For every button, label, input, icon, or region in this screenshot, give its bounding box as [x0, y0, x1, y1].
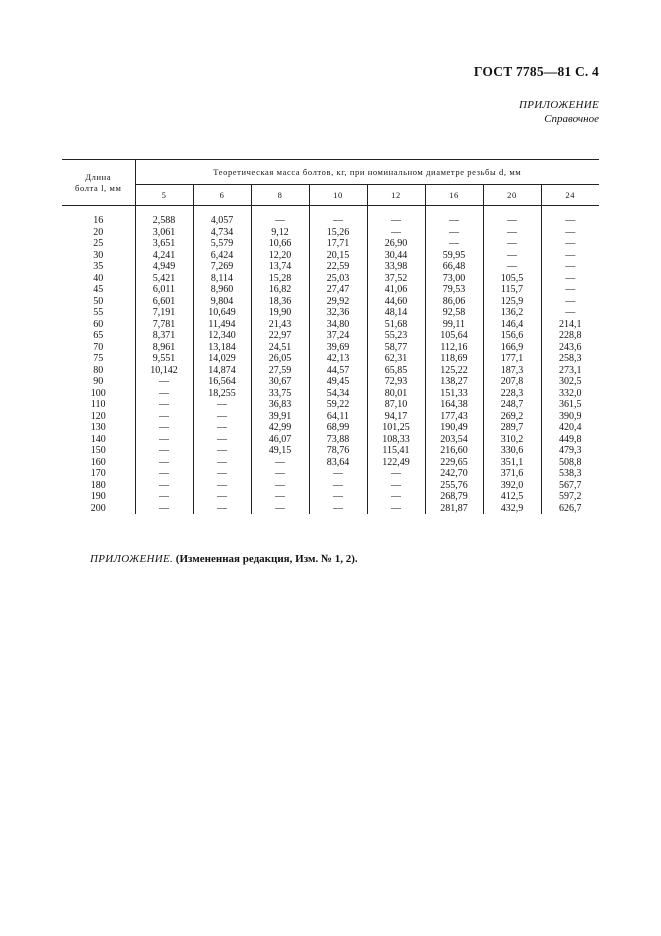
table-row [62, 227, 599, 239]
mass-cell: 122,49 [367, 457, 425, 469]
mass-cell: — [193, 445, 251, 457]
mass-cell: 32,36 [309, 307, 367, 319]
length-cell: 110 [90, 399, 106, 410]
mass-cell: 229,65 [425, 457, 483, 469]
mass-cell: 7,269 [193, 261, 251, 273]
mass-cell: 48,14 [367, 307, 425, 319]
table-row [62, 261, 599, 273]
mass-cell: 78,76 [309, 445, 367, 457]
mass-cell: 34,80 [309, 319, 367, 331]
table-row [62, 296, 599, 308]
table-row [62, 273, 599, 285]
mass-cell: — [135, 388, 193, 400]
mass-cell: 2,588 [135, 215, 193, 227]
mass-cell: — [251, 491, 309, 503]
mass-cell: — [309, 503, 367, 515]
mass-cell: — [367, 215, 425, 227]
mass-cell: 5,421 [135, 273, 193, 285]
diameter-header: 8 [251, 185, 309, 206]
table-row [62, 388, 599, 400]
mass-cell: — [425, 215, 483, 227]
mass-cell: — [541, 261, 599, 273]
mass-cell: 8,114 [193, 273, 251, 285]
mass-cell: 80,01 [367, 388, 425, 400]
mass-cell: 115,7 [483, 284, 541, 296]
mass-cell: 3,061 [135, 227, 193, 239]
mass-cell: 420,4 [541, 422, 599, 434]
table-row [62, 422, 599, 434]
table-row [62, 215, 599, 227]
mass-cell: 310,2 [483, 434, 541, 446]
length-cell: 60 [93, 318, 104, 330]
mass-cell: 16,82 [251, 284, 309, 296]
mass-cell: — [541, 215, 599, 227]
mass-cell: 164,38 [425, 399, 483, 411]
mass-cell: 242,70 [425, 468, 483, 480]
mass-cell: 22,59 [309, 261, 367, 273]
appendix-title: ПРИЛОЖЕНИЕ [519, 99, 599, 111]
mass-cell: — [541, 273, 599, 285]
mass-cell: 8,960 [193, 284, 251, 296]
length-cell: 25 [93, 238, 104, 249]
table-row [62, 399, 599, 411]
mass-cell: 26,90 [367, 238, 425, 250]
mass-cell: 79,53 [425, 284, 483, 296]
length-cell: 55 [93, 307, 104, 318]
mass-cell: 273,1 [541, 365, 599, 377]
mass-cell: — [483, 250, 541, 262]
table-spacer-row [62, 206, 599, 216]
mass-cell: 14,029 [193, 353, 251, 365]
mass-cell: — [193, 411, 251, 423]
mass-cell: — [193, 491, 251, 503]
mass-cell: 39,69 [309, 342, 367, 354]
mass-cell: 4,949 [135, 261, 193, 273]
mass-cell: — [193, 480, 251, 492]
length-cell: 90 [93, 376, 104, 387]
mass-cell: 33,75 [251, 388, 309, 400]
mass-cell: 46,07 [251, 434, 309, 446]
table-row [62, 445, 599, 457]
mass-cell: 412,5 [483, 491, 541, 503]
mass-cell: 3,651 [135, 238, 193, 250]
mass-cell: 7,781 [135, 319, 193, 331]
mass-cell: 36,83 [251, 399, 309, 411]
mass-cell: 24,51 [251, 342, 309, 354]
mass-cell: — [541, 307, 599, 319]
mass-cell: — [425, 238, 483, 250]
length-cell: 65 [93, 330, 104, 341]
mass-cell: 6,601 [135, 296, 193, 308]
mass-cell: 54,34 [309, 388, 367, 400]
mass-cell: — [541, 296, 599, 308]
mass-cell: 177,1 [483, 353, 541, 365]
mass-header: Теоретическая масса болтов, кг, при номинальном диаметре резьбы d, мм [135, 160, 599, 185]
mass-cell: 13,184 [193, 342, 251, 354]
mass-cell: — [483, 227, 541, 239]
mass-cell: 7,191 [135, 307, 193, 319]
length-cell: 140 [90, 433, 106, 445]
table-row [62, 365, 599, 377]
mass-cell: 49,15 [251, 445, 309, 457]
mass-cell: — [309, 215, 367, 227]
mass-cell: 4,241 [135, 250, 193, 262]
mass-cell: 59,95 [425, 250, 483, 262]
mass-cell: 11,494 [193, 319, 251, 331]
mass-cell: 27,59 [251, 365, 309, 377]
table-row [62, 284, 599, 296]
mass-cell: 207,8 [483, 376, 541, 388]
mass-cell: 243,6 [541, 342, 599, 354]
mass-cell: — [541, 238, 599, 250]
mass-cell: 248,7 [483, 399, 541, 411]
mass-cell: 228,8 [541, 330, 599, 342]
mass-cell: 9,551 [135, 353, 193, 365]
mass-cell: 177,43 [425, 411, 483, 423]
length-cell: 200 [90, 502, 106, 514]
mass-cell: — [483, 215, 541, 227]
mass-cell: 51,68 [367, 319, 425, 331]
mass-cell: 83,64 [309, 457, 367, 469]
mass-cell: 4,057 [193, 215, 251, 227]
mass-cell: 392,0 [483, 480, 541, 492]
mass-cell: 87,10 [367, 399, 425, 411]
mass-cell: 10,142 [135, 365, 193, 377]
length-cell: 16 [93, 215, 104, 226]
length-cell: 150 [90, 445, 106, 456]
mass-cell: — [367, 491, 425, 503]
mass-cell: 4,734 [193, 227, 251, 239]
diameter-header: 6 [193, 185, 251, 206]
length-cell: 130 [90, 422, 106, 433]
table-row [62, 468, 599, 480]
length-cell: 50 [93, 295, 104, 307]
diameter-header: 24 [541, 185, 599, 206]
mass-cell: 166,9 [483, 342, 541, 354]
mass-cell: 332,0 [541, 388, 599, 400]
mass-cell: 26,05 [251, 353, 309, 365]
mass-cell: 255,76 [425, 480, 483, 492]
length-header-line1: Длина [85, 171, 112, 182]
mass-cell: 6,424 [193, 250, 251, 262]
mass-cell: — [251, 480, 309, 492]
mass-cell: 19,90 [251, 307, 309, 319]
mass-cell: 268,79 [425, 491, 483, 503]
mass-cell: 118,69 [425, 353, 483, 365]
mass-cell: 5,579 [193, 238, 251, 250]
mass-cell: 351,1 [483, 457, 541, 469]
mass-cell: 203,54 [425, 434, 483, 446]
mass-cell: 538,3 [541, 468, 599, 480]
appendix-subtitle: Справочное [544, 113, 599, 125]
table-row [62, 503, 599, 515]
mass-cell: 228,3 [483, 388, 541, 400]
mass-cell: 42,13 [309, 353, 367, 365]
mass-cell: 18,36 [251, 296, 309, 308]
diameter-header: 10 [309, 185, 367, 206]
mass-cell: 62,31 [367, 353, 425, 365]
mass-cell: — [541, 284, 599, 296]
mass-cell: 30,44 [367, 250, 425, 262]
mass-cell: — [251, 503, 309, 515]
mass-cell: 508,8 [541, 457, 599, 469]
mass-cell: — [541, 250, 599, 262]
mass-cell: 258,3 [541, 353, 599, 365]
mass-cell: — [193, 422, 251, 434]
mass-cell: 49,45 [309, 376, 367, 388]
mass-cell: 269,2 [483, 411, 541, 423]
mass-cell: 29,92 [309, 296, 367, 308]
footnote-note: (Измененная редакция, Изм. № 1, 2). [175, 553, 358, 565]
bolt-mass-table [62, 159, 599, 514]
mass-cell: 10,66 [251, 238, 309, 250]
mass-cell: 15,26 [309, 227, 367, 239]
mass-cell: 30,67 [251, 376, 309, 388]
mass-cell: 216,60 [425, 445, 483, 457]
length-cell: 100 [90, 387, 106, 399]
mass-cell: 8,371 [135, 330, 193, 342]
mass-cell: 361,5 [541, 399, 599, 411]
mass-cell: 12,20 [251, 250, 309, 262]
mass-cell: 72,93 [367, 376, 425, 388]
mass-cell: 14,874 [193, 365, 251, 377]
mass-cell: — [309, 491, 367, 503]
mass-cell: 115,41 [367, 445, 425, 457]
table-row [62, 457, 599, 469]
mass-cell: 20,15 [309, 250, 367, 262]
mass-cell: 190,49 [425, 422, 483, 434]
mass-cell: — [367, 480, 425, 492]
mass-cell: 371,6 [483, 468, 541, 480]
length-cell: 180 [90, 479, 106, 491]
length-cell: 170 [90, 468, 106, 479]
mass-cell: — [135, 457, 193, 469]
table-row [62, 376, 599, 388]
mass-cell: 10,649 [193, 307, 251, 319]
mass-cell: — [367, 503, 425, 515]
mass-cell: — [251, 215, 309, 227]
length-cell: 80 [93, 364, 104, 376]
mass-cell: — [193, 434, 251, 446]
table-row [62, 238, 599, 250]
table-row [62, 330, 599, 342]
appendix-label [519, 98, 599, 126]
mass-cell: 66,48 [425, 261, 483, 273]
mass-cell: 64,11 [309, 411, 367, 423]
mass-cell: 567,7 [541, 480, 599, 492]
mass-cell: 13,74 [251, 261, 309, 273]
table-row [62, 307, 599, 319]
mass-cell: 73,88 [309, 434, 367, 446]
mass-cell: 151,33 [425, 388, 483, 400]
table-row [62, 250, 599, 262]
mass-cell: 25,03 [309, 273, 367, 285]
mass-cell: — [309, 468, 367, 480]
mass-cell: 27,47 [309, 284, 367, 296]
mass-cell: — [135, 399, 193, 411]
mass-cell: — [193, 468, 251, 480]
mass-cell: — [541, 227, 599, 239]
diameter-header: 5 [135, 185, 193, 206]
mass-cell: — [135, 468, 193, 480]
mass-cell: — [135, 491, 193, 503]
mass-cell: 37,24 [309, 330, 367, 342]
mass-cell: 6,011 [135, 284, 193, 296]
mass-cell: 39,91 [251, 411, 309, 423]
mass-cell: 146,4 [483, 319, 541, 331]
length-cell: 30 [93, 249, 104, 261]
mass-cell: 136,2 [483, 307, 541, 319]
length-cell: 75 [93, 353, 104, 364]
footnote-appendix: ПРИЛОЖЕНИЕ. [90, 553, 174, 565]
mass-cell: 21,43 [251, 319, 309, 331]
length-cell: 20 [93, 226, 104, 238]
mass-cell: 42,99 [251, 422, 309, 434]
mass-cell: 214,1 [541, 319, 599, 331]
mass-cell: — [193, 457, 251, 469]
mass-cell: 330,6 [483, 445, 541, 457]
table-row [62, 342, 599, 354]
mass-cell: — [483, 238, 541, 250]
mass-cell: 65,85 [367, 365, 425, 377]
mass-cell: 33,98 [367, 261, 425, 273]
mass-cell: — [135, 422, 193, 434]
length-cell: 40 [93, 272, 104, 284]
mass-cell: 99,11 [425, 319, 483, 331]
mass-cell: 73,00 [425, 273, 483, 285]
length-cell: 120 [90, 410, 106, 422]
mass-cell: 449,8 [541, 434, 599, 446]
mass-cell: 41,06 [367, 284, 425, 296]
length-cell: 160 [90, 456, 106, 468]
mass-cell: — [193, 503, 251, 515]
mass-cell: — [135, 411, 193, 423]
mass-cell: 44,57 [309, 365, 367, 377]
mass-cell: 15,28 [251, 273, 309, 285]
diameter-header: 16 [425, 185, 483, 206]
table-row [62, 434, 599, 446]
mass-cell: 9,12 [251, 227, 309, 239]
length-cell: 35 [93, 261, 104, 272]
mass-cell: 112,16 [425, 342, 483, 354]
mass-cell: 108,33 [367, 434, 425, 446]
mass-cell: 479,3 [541, 445, 599, 457]
mass-cell: 8,961 [135, 342, 193, 354]
mass-cell: 626,7 [541, 503, 599, 515]
mass-cell: 68,99 [309, 422, 367, 434]
mass-cell: 281,87 [425, 503, 483, 515]
mass-cell: — [135, 434, 193, 446]
mass-cell: 58,77 [367, 342, 425, 354]
length-cell: 70 [93, 341, 104, 353]
mass-cell: 597,2 [541, 491, 599, 503]
mass-cell: — [251, 468, 309, 480]
mass-cell: 18,255 [193, 388, 251, 400]
diameter-header: 12 [367, 185, 425, 206]
mass-cell: 44,60 [367, 296, 425, 308]
mass-cell: 138,27 [425, 376, 483, 388]
mass-cell: — [309, 480, 367, 492]
mass-cell: — [367, 227, 425, 239]
length-cell: 190 [90, 491, 106, 502]
mass-cell: — [425, 227, 483, 239]
table-row [62, 411, 599, 423]
mass-cell: 94,17 [367, 411, 425, 423]
mass-cell: 105,64 [425, 330, 483, 342]
mass-cell: 101,25 [367, 422, 425, 434]
standard-header: ГОСТ 7785—81 С. 4 [473, 64, 599, 79]
mass-cell: 125,22 [425, 365, 483, 377]
mass-cell: 9,804 [193, 296, 251, 308]
mass-cell: 22,97 [251, 330, 309, 342]
table-row [62, 353, 599, 365]
mass-cell: — [193, 399, 251, 411]
mass-cell: — [483, 261, 541, 273]
mass-cell: — [135, 376, 193, 388]
mass-cell: 12,340 [193, 330, 251, 342]
mass-cell: 86,06 [425, 296, 483, 308]
diameter-header: 20 [483, 185, 541, 206]
mass-cell: 156,6 [483, 330, 541, 342]
mass-cell: 125,9 [483, 296, 541, 308]
mass-cell: 302,5 [541, 376, 599, 388]
length-cell: 45 [93, 284, 104, 295]
mass-cell: — [367, 468, 425, 480]
mass-cell: — [135, 445, 193, 457]
mass-cell: 92,58 [425, 307, 483, 319]
length-header-line2: болта l, мм [75, 182, 122, 193]
mass-cell: 59,22 [309, 399, 367, 411]
table-row [62, 319, 599, 331]
mass-cell: 187,3 [483, 365, 541, 377]
mass-cell: — [251, 457, 309, 469]
mass-cell: — [135, 480, 193, 492]
mass-cell: 390,9 [541, 411, 599, 423]
mass-cell: 432,9 [483, 503, 541, 515]
mass-cell: 55,23 [367, 330, 425, 342]
mass-cell: 289,7 [483, 422, 541, 434]
mass-cell: 105,5 [483, 273, 541, 285]
footnote [90, 553, 358, 565]
table-row [62, 491, 599, 503]
mass-cell: — [135, 503, 193, 515]
length-column-header [62, 160, 135, 206]
mass-cell: 37,52 [367, 273, 425, 285]
mass-cell: 16,564 [193, 376, 251, 388]
table-row [62, 480, 599, 492]
mass-cell: 17,71 [309, 238, 367, 250]
